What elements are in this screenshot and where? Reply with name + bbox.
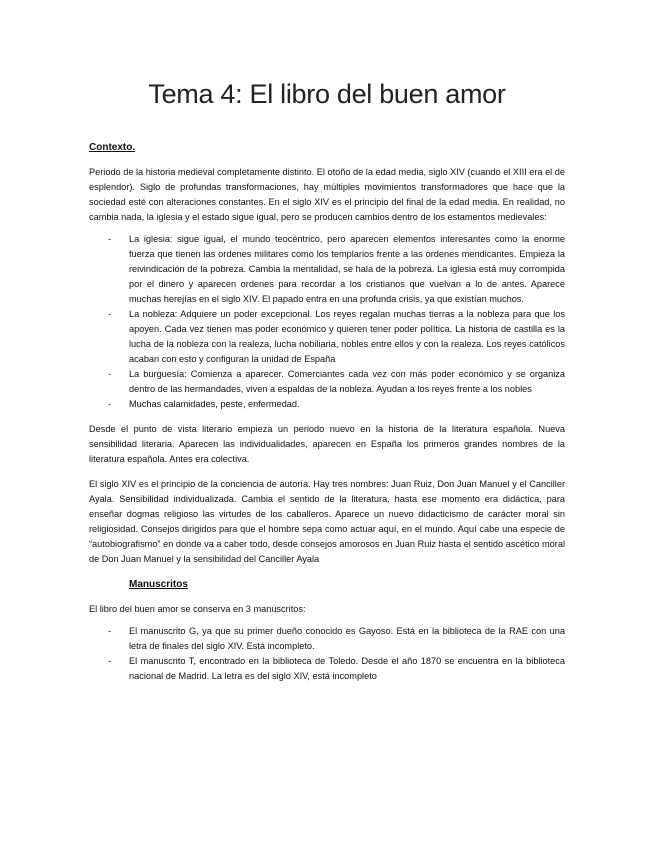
- estamentos-list: [89, 232, 565, 412]
- paragraph-autoria: El siglo XIV es el principio de la conciencia de autoría. Hay tres nombres: Juan Ruiz, Don Juan Manuel y el Canciller Ayala. Sensibilidad individualizada. Cambia el sentido de la literatura, hasta ese momento era didáctica, para enseñar dogmas religioso las virtudes de los caballeros. Aparece un nuevo didacticismo de carácter moral sin religiosidad. Consejos dirigidos para que el hombre sepa como actuar aquí, en el mundo. Aquí cabe una especie de “autobiografismo” en donde va a caber todo, desde consejos amorosos en Juan Ruiz hasta el sentido ascético moral de Don Juan Manuel y la sensibilidad del Canciller Ayala: [89, 479, 565, 564]
- dash-bullet-icon: -: [108, 309, 112, 319]
- list-item: - El manuscrito G, ya que su primer dueño conocido es Gayoso. Está en la biblioteca de la RAE con una letra de finales del siglo XIV. Está incompleto.: [108, 626, 565, 651]
- document-title: Tema 4: El libro del buen amor: [148, 79, 506, 109]
- dash-bullet-icon: -: [108, 399, 112, 409]
- paragraph-manuscritos-intro: El libro del buen amor se conserva en 3 manuscritos:: [89, 604, 306, 614]
- paragraph-literario: Desde el punto de vista literario empieza un periodo nuevo en la historia de la literatura española. Nueva sensibilidad literaria. Aparecen las individualidades, aparecen en España los primeros grandes nombres de la literatura española. Antes era colectiva.: [89, 424, 565, 464]
- list-item: - La nobleza: Adquiere un poder excepcional. Los reyes regalan muchas tierras a la nobleza para que los apoyen. Cada vez tienen mas poder económico y quieren tener poder política. La historia de castilla es la lucha de la nobleza con la realeza, lucha nobiliaria, nobles entre ellos y con la realeza. Los reyes católicos acaban con esto y configuran la unidad de España: [108, 309, 565, 364]
- dash-bullet-icon: -: [108, 369, 112, 379]
- dash-bullet-icon: -: [108, 656, 112, 666]
- list-item: - Muchas calamidades, peste, enfermedad.: [89, 397, 565, 412]
- paragraph-contexto-intro: Periodo de la historia medieval completamente distinto. El otoño de la edad media, siglo XIV (cuando el XIII era el de esplendor). Siglo de profundas transformaciones, hay múltiples movimientos transformadores que hace que la sociedad esté con alteraciones constantes. En el siglo XIV es el principio del final de la edad media. En realidad, no cambia nada, la iglesia y el estado sigue igual, pero se producen cambios dentro de los estamentos medievales:: [89, 167, 565, 222]
- dash-bullet-icon: -: [108, 626, 112, 636]
- list-item: - El manuscrito T, encontrado en la biblioteca de Toledo. Desde el año 1870 se encuentra en la biblioteca nacional de Madrid. La letra es del siglo XIV, está incompleto: [108, 656, 565, 681]
- list-item: - La iglesia: sigue igual, el mundo teocéntrico, pero aparecen elementos interesantes como la enorme fuerza que tienen las ordenes militares como los templarios frente a las ordenes mendicantes. Empieza la reivindicación de la pobreza. Cambia la mentalidad, se hala de la pobreza. La iglesia está muy corrompida por el dinero y aparecen ordenes para recordar a los cristianos que vuelvan a lo de antes. Aparece muchas herejías en el siglo XIV. El papado entra en una profunda crisis, ya que existían muchos.: [108, 234, 565, 304]
- dash-bullet-icon: -: [108, 234, 112, 244]
- section-heading-manuscritos: Manuscritos: [129, 579, 188, 590]
- section-heading-contexto: Contexto.: [89, 142, 136, 153]
- manuscritos-list: [89, 624, 565, 684]
- list-item: - La burguesía: Comienza a aparecer. Comerciantes cada vez con más poder económico y se organiza dentro de las hermandades, viven a espaldas de la nobleza. Ayudan a los reyes frente a los nobles: [108, 369, 565, 394]
